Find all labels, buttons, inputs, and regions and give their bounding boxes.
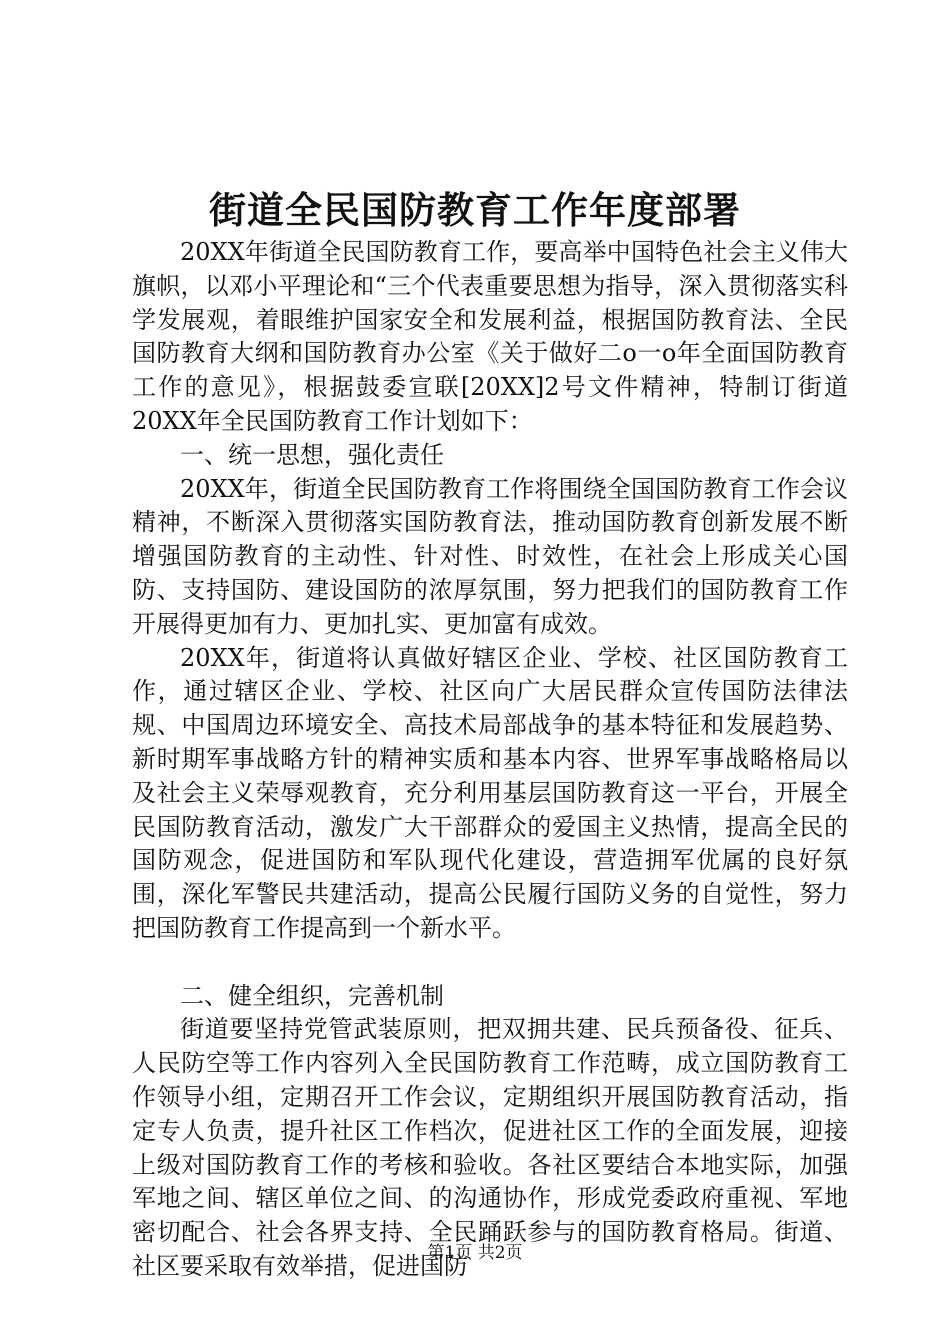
page-footer: 第1页 共2页 [427, 1243, 523, 1263]
document-body [132, 236, 848, 1284]
intro-paragraph: 20XX年街道全民国防教育工作，要高举中国特色社会主义伟大旗帜，以邓小平理论和“三个代表重要思想为指导，深入贯彻落实科学发展观，着眼维护国家安全和发展利益，根据国防教育法、全民国防教育大纲和国防教育办公室《关于做好二o一o年全面国防教育工作的意见》，根据鼓委宣联[20XX]2号文件精神，特制订街道20XX年全民国防教育工作计划如下： [132, 238, 848, 435]
section-1-paragraph-2: 20XX年，街道将认真做好辖区企业、学校、社区国防教育工作，通过辖区企业、学校、社区向广大居民群众宣传国防法律法规、中国周边环境安全、高技术局部战争的基本特征和发展趋势、新时期军事战略方针的精神实质和基本内容、世界军事战略格局以及社会主义荣辱观教育，充分利用基层国防教育这一平台，开展全民国防教育活动，激发广大干部群众的爱国主义热情，提高全民的国防观念，促进国防和军队现代化建设，营造拥军优属的良好氛围，深化军警民共建活动，提高公民履行国防义务的自觉性，努力把国防教育工作提高到一个新水平。 [132, 643, 848, 942]
section-1-paragraph-1: 20XX年，街道全民国防教育工作将围绕全国国防教育工作会议精神，不断深入贯彻落实国防教育法，推动国防教育创新发展不断增强国防教育的主动性、针对性、时效性，在社会上形成关心国防、支持国防、建设国防的浓厚氛围，努力把我们的国防教育工作开展得更加有力、更加扎实、更加富有成效。 [132, 474, 848, 638]
document-title: 街道全民国防教育工作年度部署 [209, 188, 741, 232]
section-2-paragraph-1: 街道要坚持党管武装原则，把双拥共建、民兵预备役、征兵、人民防空等工作内容列入全民国防教育工作范畴，成立国防教育工作领导小组，定期召开工作会议，定期组织开展国防教育活动，指定专人负责，提升社区工作档次，促进社区工作的全面发展，迎接上级对国防教育工作的考核和验收。各社区要结合本地实际，加强军地之间、辖区单位之间、的沟通协作，形成党委政府重视、军地密切配合、社会各界支持、全民踊跃参与的国防教育格局。街道、社区要采取有效举措，促进国防 [132, 1015, 848, 1280]
paragraph-gap [132, 946, 848, 980]
section-2-heading: 二、健全组织，完善机制 [180, 981, 444, 1010]
section-1-heading: 一、统一思想，强化责任 [180, 440, 444, 469]
